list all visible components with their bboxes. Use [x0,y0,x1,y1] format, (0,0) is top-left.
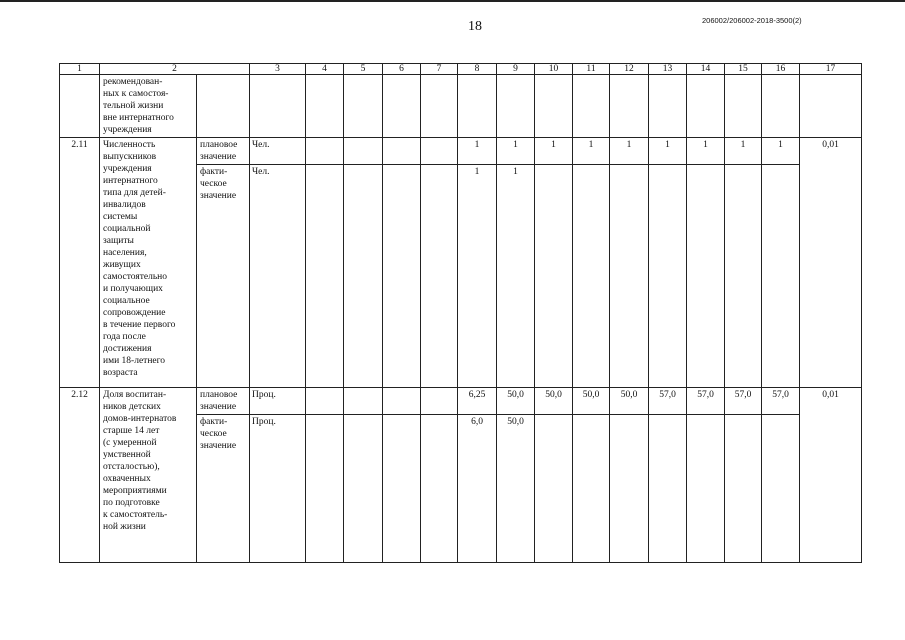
actual-value-label: факти- ческое значение [197,165,250,388]
col-header: 10 [535,64,573,75]
page-number: 18 [468,19,482,34]
value-cell [649,415,687,563]
value-cell [573,415,610,563]
value-cell: 1 [497,138,535,165]
col-header: 17 [800,64,862,75]
col-header: 2 [100,64,250,75]
col-header: 5 [344,64,383,75]
value-cell: 1 [458,165,497,388]
planned-value-row [60,388,862,415]
value-cell: 57,0 [687,388,725,415]
value-cell [649,165,687,388]
unit-cell: Чел. [250,138,306,165]
col-header: 1 [60,64,100,75]
indicator-number: 2.12 [60,388,100,563]
value-cell [306,138,344,165]
value-cell [383,415,421,563]
continuation-row [60,75,862,138]
weight-cell: 0,01 [800,388,862,563]
value-cell [610,165,649,388]
column-header-row [60,64,862,75]
col-header: 12 [610,64,649,75]
value-cell [383,138,421,165]
value-cell: 50,0 [535,388,573,415]
indicator-rows [60,138,862,563]
value-cell [610,415,649,563]
value-cell: 6,0 [458,415,497,563]
value-cell: 50,0 [610,388,649,415]
col-header: 3 [250,64,306,75]
value-cell [344,165,383,388]
value-cell [344,415,383,563]
value-cell [725,165,762,388]
value-cell: 50,0 [573,388,610,415]
continued-indicator-text: рекомендован- ных к самостоя- тельной жизни вне интернатного учреждения [100,75,197,138]
indicator-name: Доля воспитан- ников детских домов-интернатов старше 14 лет (с умеренной умственной отсталостью), охваченных мероприятиями по подготовке к самостоятель- ной жизни [100,388,197,563]
planned-value-row [60,138,862,165]
col-header: 4 [306,64,344,75]
unit-cell: Проц. [250,415,306,563]
col-header: 11 [573,64,610,75]
indicator-table [59,63,862,563]
indicator-name: Численность выпускников учреждения интернатного типа для детей- инвалидов системы социальной защиты населения, живущих самостоятельно и получающих социальное сопровождение в течение первого года после достижения ими 18-летнего возраста [100,138,197,388]
value-cell [573,165,610,388]
weight-cell: 0,01 [800,138,862,388]
value-cell: 6,25 [458,388,497,415]
value-cell [762,415,800,563]
indicator-number: 2.11 [60,138,100,388]
value-cell: 1 [687,138,725,165]
value-cell [535,165,573,388]
value-cell [725,415,762,563]
value-cell [421,138,458,165]
col-header: 14 [687,64,725,75]
value-cell: 1 [762,138,800,165]
col-header: 7 [421,64,458,75]
col-header: 6 [383,64,421,75]
planned-value-label: плановое значение [197,388,250,415]
value-cell [421,388,458,415]
value-cell: 57,0 [649,388,687,415]
value-cell: 57,0 [725,388,762,415]
value-cell [687,165,725,388]
unit-cell: Чел. [250,165,306,388]
value-cell [344,388,383,415]
value-cell [421,165,458,388]
value-cell [344,138,383,165]
value-cell: 1 [497,165,535,388]
value-cell: 1 [573,138,610,165]
value-cell [383,165,421,388]
value-cell [306,415,344,563]
value-cell: 1 [725,138,762,165]
value-cell: 1 [649,138,687,165]
value-cell [306,388,344,415]
value-cell [687,415,725,563]
value-cell [762,165,800,388]
col-header: 15 [725,64,762,75]
unit-cell: Проц. [250,388,306,415]
value-cell: 1 [458,138,497,165]
value-cell [421,415,458,563]
col-header: 8 [458,64,497,75]
value-cell: 50,0 [497,388,535,415]
value-cell: 1 [535,138,573,165]
planned-value-label: плановое значение [197,138,250,165]
col-header: 9 [497,64,535,75]
actual-value-label: факти- ческое значение [197,415,250,563]
col-header: 16 [762,64,800,75]
value-cell [306,165,344,388]
value-cell [383,388,421,415]
page-top-edge [0,0,905,2]
value-cell: 50,0 [497,415,535,563]
value-cell: 1 [610,138,649,165]
col-header: 13 [649,64,687,75]
value-cell [535,415,573,563]
value-cell: 57,0 [762,388,800,415]
document-number: 206002/206002-2018-3500(2) [702,16,802,25]
